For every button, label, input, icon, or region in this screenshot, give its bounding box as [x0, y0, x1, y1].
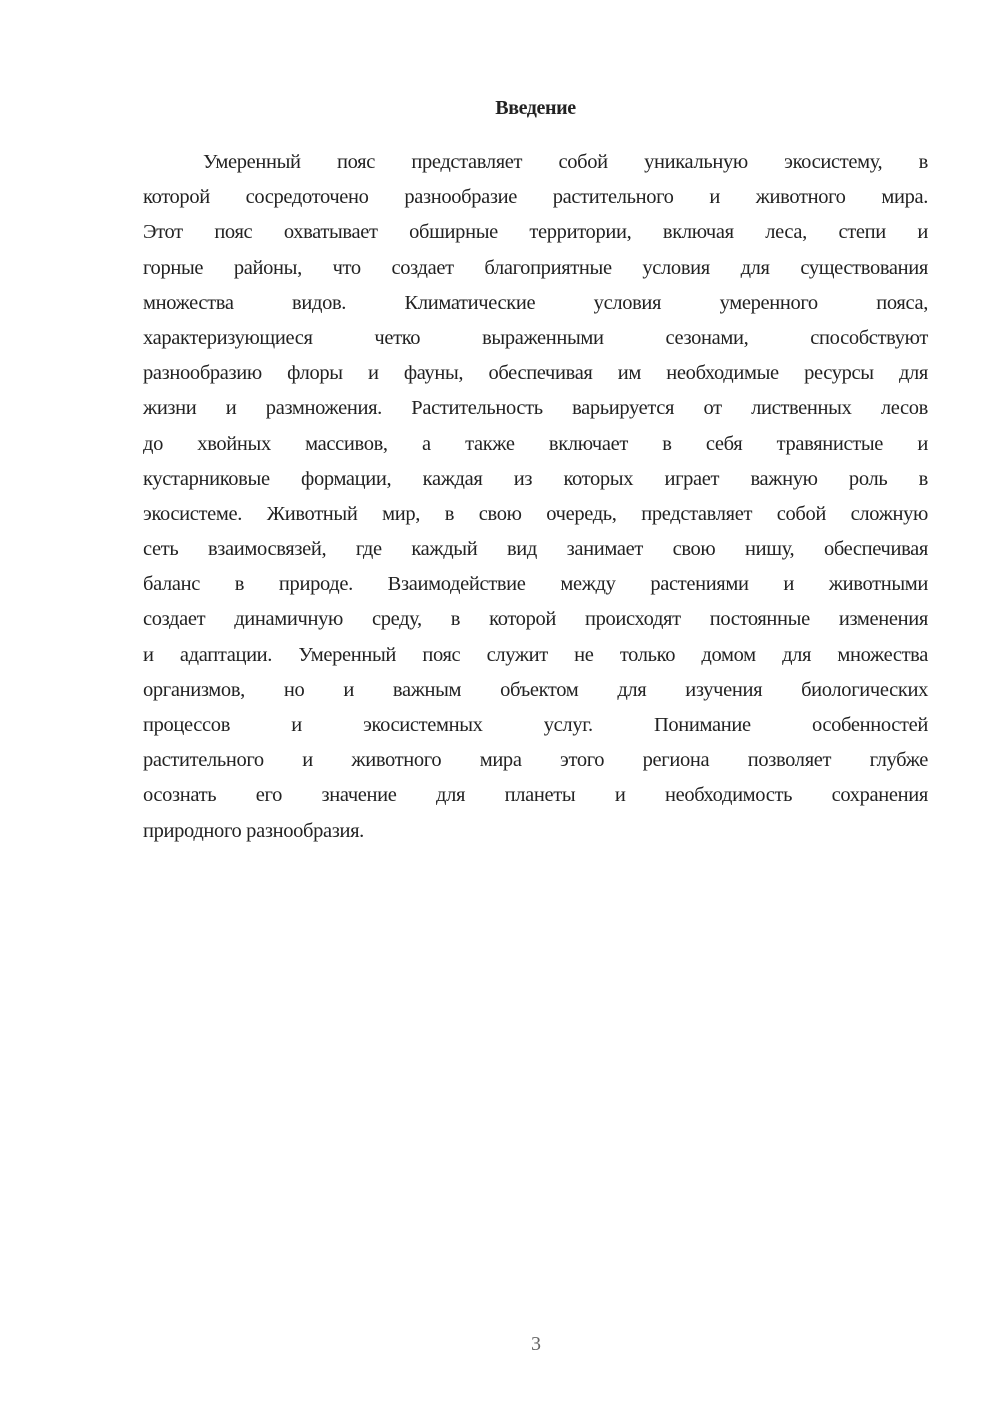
page-title: Введение: [495, 97, 576, 119]
paragraph-line: характеризующиеся четко выраженными сезонами, способствуют: [143, 326, 928, 349]
page-number: 3: [531, 1333, 541, 1355]
paragraph-line: экосистеме. Животный мир, в свою очередь, представляет собой сложную: [143, 502, 928, 525]
paragraph-line: сеть взаимосвязей, где каждый вид занимает свою нишу, обеспечивая: [143, 538, 928, 561]
paragraph-line: которой сосредоточено разнообразие растительного и животного мира.: [143, 186, 928, 209]
paragraph-line: баланс в природе. Взаимодействие между растениями и животными: [143, 573, 928, 596]
paragraph-line: процессов и экосистемных услуг. Понимание особенностей: [143, 714, 928, 736]
paragraph-line: до хвойных массивов, а также включает в себя травянистые и: [143, 432, 928, 455]
paragraph-line: множества видов. Климатические условия умеренного пояса,: [143, 291, 928, 314]
paragraph-line: кустарниковые формации, каждая из которых играет важную роль в: [143, 467, 928, 490]
intro-paragraph: [143, 145, 928, 849]
paragraph-line: Умеренный пояс представляет собой уникальную экосистему, в: [203, 151, 928, 173]
paragraph-line: природного разнообразия.: [143, 819, 364, 842]
paragraph-line: создает динамичную среду, в которой происходят постоянные изменения: [143, 608, 928, 631]
paragraph-line: и адаптации. Умеренный пояс служит не только домом для множества: [143, 643, 928, 666]
paragraph-line: организмов, но и важным объектом для изучения биологических: [143, 678, 928, 701]
paragraph-line: Этот пояс охватывает обширные территории, включая леса, степи и: [143, 221, 928, 244]
paragraph-line: горные районы, что создает благоприятные условия для существования: [143, 256, 928, 279]
paragraph-line: разнообразию флоры и фауны, обеспечивая им необходимые ресурсы для: [143, 362, 928, 385]
paragraph-line: жизни и размножения. Растительность варьируется от лиственных лесов: [143, 397, 928, 420]
paragraph-line: растительного и животного мира этого региона позволяет глубже: [143, 749, 928, 772]
paragraph-line: осознать его значение для планеты и необходимость сохранения: [143, 784, 928, 807]
